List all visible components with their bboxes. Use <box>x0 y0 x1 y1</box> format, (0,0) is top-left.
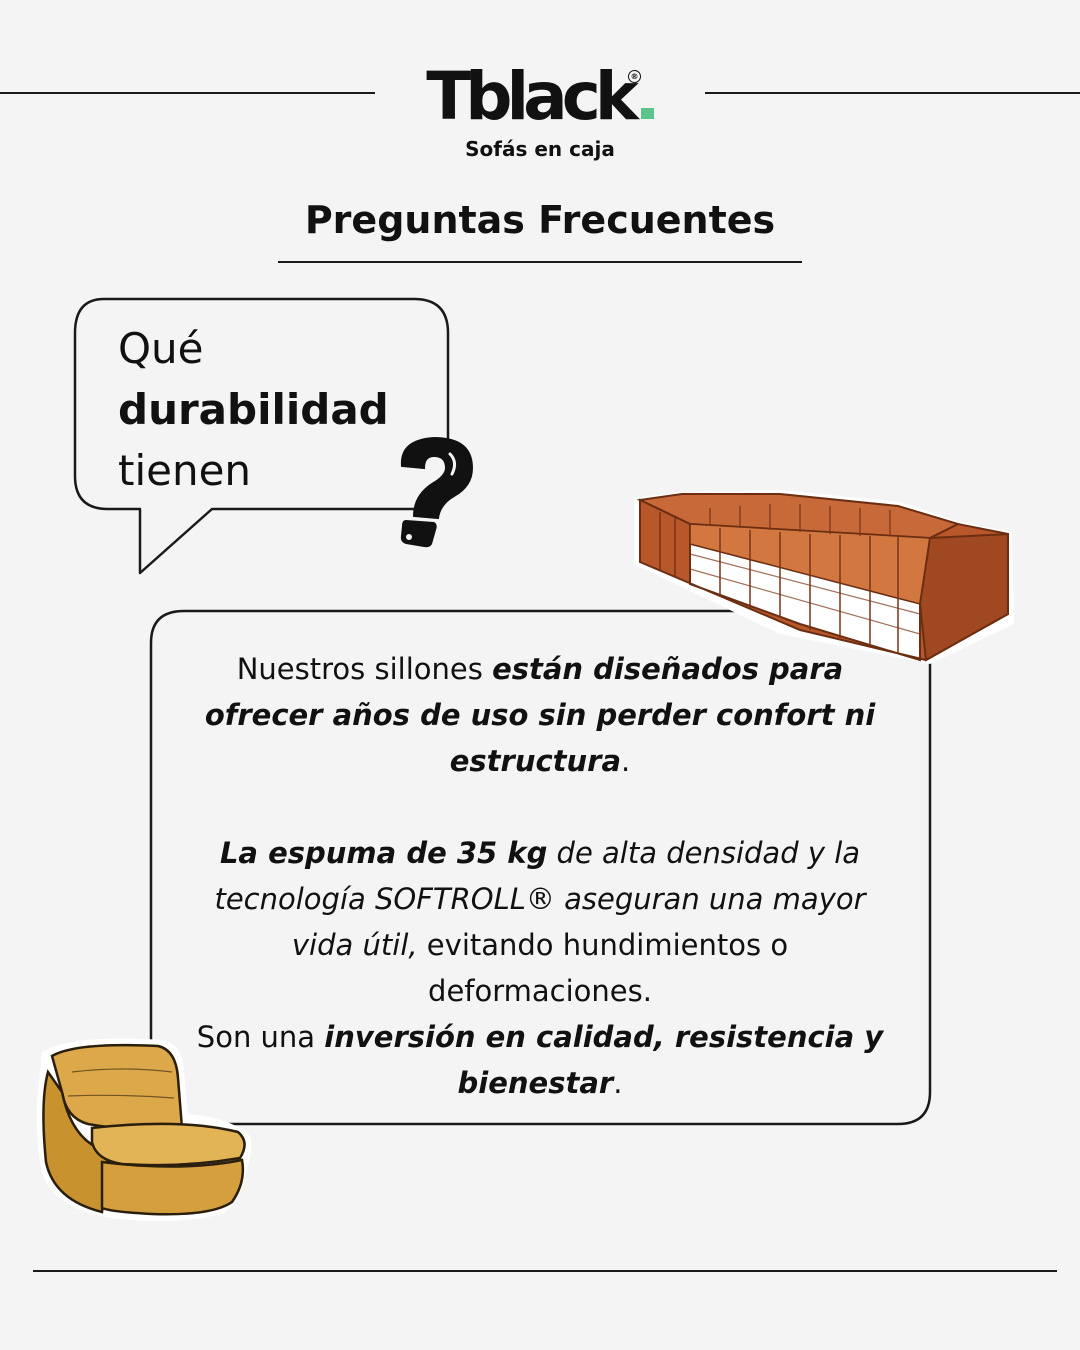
brand-logo-dot <box>641 108 654 119</box>
answer-p3-intro: Son una <box>196 1020 325 1054</box>
answer-p3-end: . <box>613 1066 623 1100</box>
header-rule-left <box>0 92 375 94</box>
answer-p2-emphasis: La espuma de 35 kg <box>219 836 548 870</box>
answer-p2-italic: de alta densidad y la tecnología SOFTROLL® aseguran una mayor vida útil, <box>214 836 866 962</box>
question-line-1: Qué <box>118 324 204 373</box>
answer-p2-end: evitando hundimientos o deformaciones. <box>417 928 789 1008</box>
answer-paragraph-3 <box>182 1014 898 1106</box>
answer-p1-intro: Nuestros sillones <box>236 652 493 686</box>
question-line-2: durabilidad <box>118 385 389 434</box>
answer-p3-emphasis: inversión en calidad, resistencia y bienestar <box>324 1020 884 1100</box>
answer-p1-emphasis: están diseñados para ofrecer años de uso sin perder confort ni estructura <box>204 652 876 778</box>
orange-sofa-image <box>630 484 1020 670</box>
answer-paragraph-2 <box>182 830 898 1014</box>
answer-paragraph-1 <box>182 646 898 784</box>
page-title: Preguntas Frecuentes <box>304 198 776 242</box>
answer-p1-end: . <box>621 744 631 778</box>
brand-tagline: Sofás en caja <box>465 137 615 161</box>
answer-text <box>182 646 898 1106</box>
title-underline <box>278 261 802 263</box>
registered-mark: ® <box>628 70 641 83</box>
header-rule-right <box>705 92 1080 94</box>
brand-name: Tblack <box>426 58 633 135</box>
footer-rule <box>33 1270 1057 1272</box>
question-line-3: tienen <box>118 446 252 495</box>
brand-logo <box>380 58 700 135</box>
question-mark-icon <box>392 434 482 552</box>
question-text <box>118 318 418 501</box>
